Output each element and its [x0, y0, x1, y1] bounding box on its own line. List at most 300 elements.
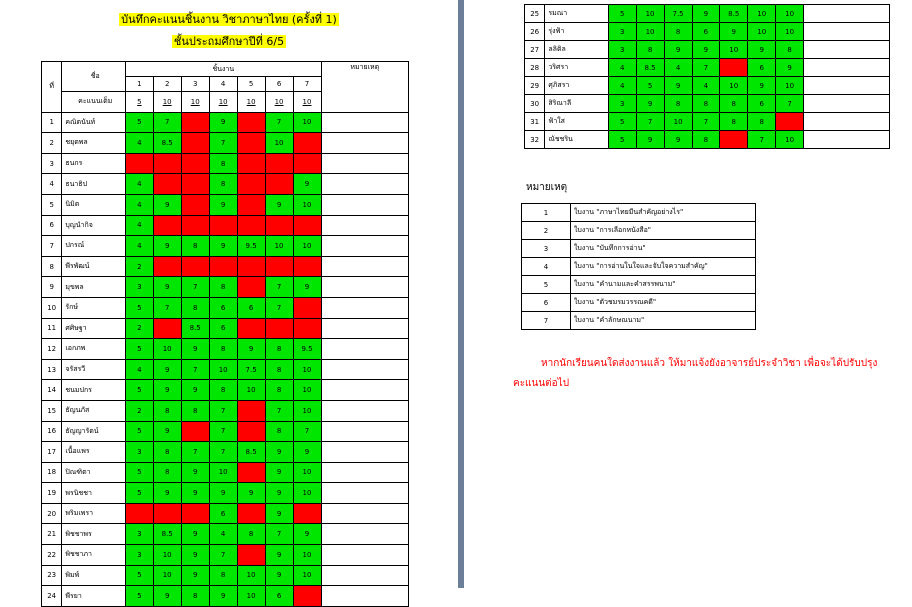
student-name: พิชชาภา: [62, 545, 126, 566]
score-cell: 6: [237, 297, 265, 318]
score-cell: 8: [209, 380, 237, 401]
score-cell: 6: [748, 59, 776, 77]
row-number: 31: [525, 113, 545, 131]
row-number: 6: [42, 215, 62, 236]
score-cell: 7: [748, 131, 776, 149]
student-name: พิชชาพร: [62, 524, 126, 545]
table-row: [525, 113, 890, 131]
score-cell: [265, 256, 293, 277]
remark-cell: [321, 153, 408, 174]
table-row: [42, 503, 409, 524]
note-number: 5: [522, 276, 571, 294]
note-row: [522, 312, 756, 330]
row-number: 25: [525, 5, 545, 23]
remark-cell: [321, 565, 408, 586]
note-text: ใบงาน "ภาษาไทยมีนสำคัญอย่างไร": [571, 204, 756, 222]
score-cell: 8.5: [237, 442, 265, 463]
max-score: 10: [209, 92, 237, 113]
score-cell: 5: [608, 113, 636, 131]
score-cell: 10: [748, 5, 776, 23]
score-cell: 7: [209, 133, 237, 154]
score-cell: 9: [209, 112, 237, 133]
score-cell: 8: [265, 421, 293, 442]
score-cell: 9: [153, 483, 181, 504]
score-cell: [126, 503, 154, 524]
max-score: 10: [181, 92, 209, 113]
row-number: 9: [42, 277, 62, 298]
table-row: [42, 297, 409, 318]
student-name: รุ่งฟ้า: [545, 23, 609, 41]
score-cell: 10: [293, 565, 321, 586]
table-row: [525, 59, 890, 77]
score-cell: 8: [181, 297, 209, 318]
row-number: 10: [42, 297, 62, 318]
remark-cell: [321, 194, 408, 215]
score-cell: [181, 194, 209, 215]
score-cell: 7: [265, 277, 293, 298]
score-cell: 9: [664, 41, 692, 59]
document-title: บันทึกคะแนนชิ้นงาน วิชาภาษาไทย (ครั้งที่ 1): [121, 13, 337, 26]
score-cell: 10: [153, 545, 181, 566]
score-cell: 7: [181, 359, 209, 380]
note-row: [522, 240, 756, 258]
score-cell: 7: [692, 113, 720, 131]
note-number: 1: [522, 204, 571, 222]
score-cell: [237, 256, 265, 277]
score-cell: 9: [636, 95, 664, 113]
student-name: ฟ้าใส: [545, 113, 609, 131]
student-name: นิมิต: [62, 194, 126, 215]
student-name: รักษ์: [62, 297, 126, 318]
score-cell: [237, 174, 265, 195]
score-cell: 7.5: [664, 5, 692, 23]
score-cell: 7: [209, 545, 237, 566]
score-cell: 10: [209, 359, 237, 380]
score-cell: 8: [748, 113, 776, 131]
score-cell: 9: [293, 524, 321, 545]
score-cell: 5: [126, 565, 154, 586]
score-cell: 7: [153, 297, 181, 318]
score-cell: 8: [265, 339, 293, 360]
score-cell: 7: [776, 95, 804, 113]
score-cell: 7: [265, 524, 293, 545]
score-cell: 4: [126, 236, 154, 257]
table-row: [42, 359, 409, 380]
remark-cell: [804, 23, 890, 41]
score-cell: 3: [608, 23, 636, 41]
score-cell: [181, 421, 209, 442]
remark-cell: [804, 41, 890, 59]
student-name: ศศิษฐา: [62, 318, 126, 339]
score-cell: 9: [153, 421, 181, 442]
score-cell: 5: [126, 483, 154, 504]
table-row: [42, 483, 409, 504]
score-cell: [237, 400, 265, 421]
table-row: [42, 194, 409, 215]
score-cell: 4: [126, 174, 154, 195]
score-cell: 7: [181, 277, 209, 298]
remark-cell: [321, 297, 408, 318]
score-cell: 9: [153, 359, 181, 380]
score-cell: 8: [720, 95, 748, 113]
row-number: 2: [42, 133, 62, 154]
student-name: พรนิชชา: [62, 483, 126, 504]
remark-cell: [804, 77, 890, 95]
score-cell: 8: [153, 400, 181, 421]
score-cell: [181, 174, 209, 195]
score-cell: 8: [181, 400, 209, 421]
score-cell: 8: [209, 174, 237, 195]
document-subtitle: ชั้นประถมศึกษาปีที่ 6/5: [173, 35, 285, 48]
score-cell: 8: [153, 442, 181, 463]
table-row: [42, 133, 409, 154]
score-cell: 10: [748, 23, 776, 41]
score-cell: 8.5: [636, 59, 664, 77]
score-cell: [265, 153, 293, 174]
score-cell: [237, 318, 265, 339]
row-number: 29: [525, 77, 545, 95]
remark-cell: [321, 421, 408, 442]
score-cell: 5: [126, 339, 154, 360]
score-cell: 9: [181, 483, 209, 504]
remark-cell: [321, 339, 408, 360]
score-cell: 10: [237, 565, 265, 586]
score-cell: 9: [265, 503, 293, 524]
row-number: 17: [42, 442, 62, 463]
remark-cell: [321, 442, 408, 463]
score-cell: [181, 112, 209, 133]
remark-cell: [321, 277, 408, 298]
score-cell: 9: [153, 380, 181, 401]
remark-cell: [321, 256, 408, 277]
score-cell: 5: [126, 462, 154, 483]
score-cell: 10: [153, 565, 181, 586]
score-cell: [209, 215, 237, 236]
row-number: 14: [42, 380, 62, 401]
score-cell: [293, 318, 321, 339]
note-row: [522, 276, 756, 294]
score-cell: [181, 133, 209, 154]
score-cell: [720, 59, 748, 77]
max-score: 5: [126, 92, 154, 113]
table-row: [42, 318, 409, 339]
score-cell: [153, 318, 181, 339]
score-cell: [237, 503, 265, 524]
row-number: 3: [42, 153, 62, 174]
score-cell: [153, 174, 181, 195]
score-cell: [209, 256, 237, 277]
student-name: พิมพ์: [62, 565, 126, 586]
remark-cell: [321, 359, 408, 380]
row-number: 26: [525, 23, 545, 41]
remark-cell: [321, 545, 408, 566]
score-cell: 10: [776, 5, 804, 23]
row-number: 16: [42, 421, 62, 442]
student-name: ปิณฑิตา: [62, 462, 126, 483]
table-row: [42, 277, 409, 298]
score-cell: [293, 503, 321, 524]
remark-cell: [321, 112, 408, 133]
score-cell: 9: [153, 194, 181, 215]
score-cell: 4: [209, 524, 237, 545]
remark-cell: [321, 586, 408, 607]
table-row: [42, 256, 409, 277]
note-text: ใบงาน "ตัวชมรมวรรณคดี": [571, 294, 756, 312]
score-cell: 3: [608, 95, 636, 113]
work-number: 3: [181, 77, 209, 92]
table-row: [42, 215, 409, 236]
score-cell: [181, 503, 209, 524]
score-cell: 9: [209, 194, 237, 215]
row-number: 15: [42, 400, 62, 421]
score-cell: 8: [181, 236, 209, 257]
score-cell: 7: [209, 400, 237, 421]
remark-cell: [321, 524, 408, 545]
score-cell: [237, 153, 265, 174]
remark-cell: [321, 503, 408, 524]
row-number: 5: [42, 194, 62, 215]
score-cell: 9: [265, 442, 293, 463]
table-row: [42, 400, 409, 421]
student-name: ธัญนภัส: [62, 400, 126, 421]
score-cell: 8: [209, 277, 237, 298]
row-number: 12: [42, 339, 62, 360]
score-cell: 5: [126, 297, 154, 318]
score-cell: 7: [265, 400, 293, 421]
score-cell: 9: [692, 5, 720, 23]
score-cell: 5: [126, 586, 154, 607]
notes-heading: หมายเหตุ: [526, 182, 568, 193]
score-cell: 7.5: [237, 359, 265, 380]
score-cell: [237, 215, 265, 236]
score-cell: 3: [126, 442, 154, 463]
row-number: 30: [525, 95, 545, 113]
student-name: สิริณาลี: [545, 95, 609, 113]
score-cell: 8.5: [153, 524, 181, 545]
row-number: 13: [42, 359, 62, 380]
score-cell: 2: [126, 400, 154, 421]
score-cell: 8: [720, 113, 748, 131]
score-cell: [293, 153, 321, 174]
remark-cell: [321, 215, 408, 236]
score-cell: 9: [237, 339, 265, 360]
score-cell: 7: [692, 59, 720, 77]
table-row: [42, 565, 409, 586]
score-cell: 9: [265, 545, 293, 566]
remark-cell: [321, 236, 408, 257]
note-row: [522, 204, 756, 222]
score-cell: 10: [636, 5, 664, 23]
score-cell: 9: [209, 483, 237, 504]
remark-cell: [804, 59, 890, 77]
score-cell: 4: [664, 59, 692, 77]
row-number: 4: [42, 174, 62, 195]
score-cell: 3: [126, 277, 154, 298]
row-number: 22: [42, 545, 62, 566]
score-cell: 8.5: [153, 133, 181, 154]
col-header-no: ที่: [42, 62, 62, 113]
score-cell: 9: [153, 586, 181, 607]
note-row: [522, 258, 756, 276]
document-page-left: [0, 0, 458, 601]
student-name: วริศรา: [545, 59, 609, 77]
score-cell: 10: [293, 545, 321, 566]
score-cell: [126, 153, 154, 174]
score-cell: 4: [126, 215, 154, 236]
score-cell: 8: [636, 41, 664, 59]
note-row: [522, 294, 756, 312]
score-cell: 10: [237, 380, 265, 401]
table-row: [42, 236, 409, 257]
note-text: ใบงาน "การเลือกหนังสือ": [571, 222, 756, 240]
student-name: พีรพัฒน์: [62, 256, 126, 277]
score-cell: [237, 545, 265, 566]
score-cell: [153, 256, 181, 277]
score-cell: 5: [608, 5, 636, 23]
row-number: 28: [525, 59, 545, 77]
score-cell: 7: [153, 112, 181, 133]
remark-cell: [804, 5, 890, 23]
score-cell: 9: [636, 131, 664, 149]
score-cell: 10: [293, 462, 321, 483]
max-score: 10: [293, 92, 321, 113]
score-cell: [181, 215, 209, 236]
student-name: เนื้อแพร: [62, 442, 126, 463]
score-cell: 9: [181, 565, 209, 586]
score-cell: 8: [209, 153, 237, 174]
table-row: [42, 421, 409, 442]
score-cell: 9: [181, 380, 209, 401]
table-row: [42, 339, 409, 360]
student-name: บุญนำกิจ: [62, 215, 126, 236]
remark-cell: [804, 131, 890, 149]
score-cell: 10: [720, 41, 748, 59]
score-cell: 8: [692, 95, 720, 113]
score-cell: 10: [209, 462, 237, 483]
score-cell: 4: [126, 359, 154, 380]
score-cell: 6: [748, 95, 776, 113]
score-cell: [153, 503, 181, 524]
work-number: 6: [265, 77, 293, 92]
table-row: [42, 524, 409, 545]
table-row: [525, 77, 890, 95]
score-cell: [293, 133, 321, 154]
score-cell: 9: [293, 442, 321, 463]
student-name: คณิตนันท์: [62, 112, 126, 133]
score-cell: 8: [265, 359, 293, 380]
score-cell: 5: [126, 380, 154, 401]
row-number: 23: [42, 565, 62, 586]
score-cell: 5: [636, 77, 664, 95]
score-cell: 10: [293, 380, 321, 401]
score-cell: 9.5: [237, 236, 265, 257]
row-number: 11: [42, 318, 62, 339]
note-number: 2: [522, 222, 571, 240]
student-name: มุขพล: [62, 277, 126, 298]
score-cell: 10: [776, 77, 804, 95]
student-name: จรัสรวี: [62, 359, 126, 380]
score-cell: 10: [153, 339, 181, 360]
score-cell: 5: [608, 131, 636, 149]
score-cell: [181, 153, 209, 174]
row-number: 18: [42, 462, 62, 483]
score-cell: 3: [126, 524, 154, 545]
score-cell: 7: [209, 421, 237, 442]
red-note: หากนักเรียนคนใดส่งงานแล้ว ให้มาแจ้งยังอาจารย์ประจำวิชา เพื่อจะได้ปรับปรุงคะแนนต่อไป: [513, 358, 878, 389]
score-cell: [237, 462, 265, 483]
row-number: 20: [42, 503, 62, 524]
score-cell: 6: [209, 318, 237, 339]
table-row: [42, 112, 409, 133]
table-row: [42, 462, 409, 483]
max-score-label: คะแนนเต็ม: [62, 92, 126, 113]
score-cell: 7: [293, 421, 321, 442]
score-cell: 7: [265, 297, 293, 318]
score-cell: 10: [776, 131, 804, 149]
score-cell: 9: [209, 236, 237, 257]
score-cell: 8: [776, 41, 804, 59]
score-cell: 9: [237, 483, 265, 504]
score-cell: 8: [209, 339, 237, 360]
row-number: 19: [42, 483, 62, 504]
score-cell: [237, 194, 265, 215]
col-header-name: ชื่อ: [62, 62, 126, 92]
score-cell: 10: [293, 400, 321, 421]
score-cell: 9: [181, 462, 209, 483]
score-cell: 9: [748, 41, 776, 59]
remark-cell: [804, 95, 890, 113]
score-cell: 10: [720, 77, 748, 95]
remark-cell: [321, 380, 408, 401]
student-name: ศุภิสรา: [545, 77, 609, 95]
table-row: [525, 95, 890, 113]
remark-cell: [321, 174, 408, 195]
max-score: 10: [265, 92, 293, 113]
student-name: ธนกร: [62, 153, 126, 174]
score-cell: 9: [265, 462, 293, 483]
student-name: พริมเพรา: [62, 503, 126, 524]
remark-cell: [321, 400, 408, 421]
score-cell: 10: [293, 359, 321, 380]
score-cell: [265, 215, 293, 236]
score-cell: 8: [265, 380, 293, 401]
remark-cell: [321, 462, 408, 483]
work-number: 1: [126, 77, 154, 92]
note-number: 6: [522, 294, 571, 312]
score-cell: 7: [636, 113, 664, 131]
student-name: ธนาธิป: [62, 174, 126, 195]
max-score: 10: [153, 92, 181, 113]
work-number: 5: [237, 77, 265, 92]
row-number: 1: [42, 112, 62, 133]
score-cell: 9: [720, 23, 748, 41]
score-cell: 8: [664, 23, 692, 41]
score-cell: [237, 133, 265, 154]
score-cell: 5: [126, 421, 154, 442]
table-row: [42, 380, 409, 401]
table-row: [525, 41, 890, 59]
score-cell: 7: [181, 442, 209, 463]
student-name: ชนมปกร: [62, 380, 126, 401]
score-cell: 8: [181, 586, 209, 607]
col-header-work: ชิ้นงาน: [126, 62, 321, 77]
score-cell: 4: [608, 59, 636, 77]
score-cell: 9: [181, 339, 209, 360]
score-cell: 9: [153, 236, 181, 257]
score-cell: [237, 277, 265, 298]
student-name: ณัชชริน: [545, 131, 609, 149]
student-name: ชยุตพล: [62, 133, 126, 154]
